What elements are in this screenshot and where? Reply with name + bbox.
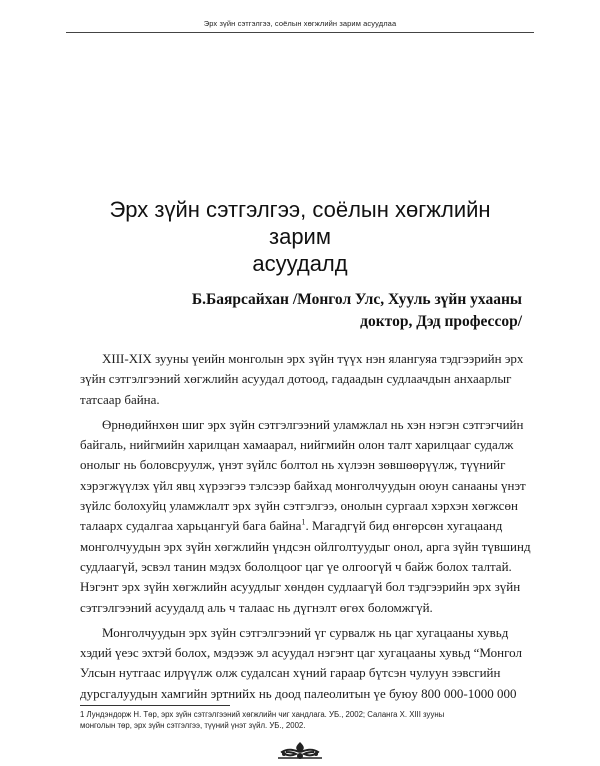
paragraph-2 xyxy=(80,415,531,618)
text-segment: . Магадгүй бид өнгөрсөн хугацаанд xyxy=(305,518,503,534)
paragraph-3 xyxy=(80,623,524,704)
footnote-line-1: 1 Лундэндорж Н. Төр, эрх зүйн сэтгэлгээний хөгжлийн чиг хандлага. УБ., 2002; Саланга Х. XIII зууны xyxy=(80,710,445,719)
title-line-2: асуудалд xyxy=(252,251,348,276)
text-line: XIII-XIX зууны үеийн монголын эрх зүйн түүх нэн ялангуяа тэдгээрийн эрх xyxy=(102,351,524,366)
footnote-line-2: монголын төр, эрх зүйн сэтгэлгээ, түүний үнэт зүйл. УБ., 2002. xyxy=(80,721,306,730)
text-line: Өрнөдийнхөн шиг эрх зүйн сэтгэлгээний уламжлал нь хэн нэгэн сэтгэгчийн xyxy=(102,416,524,432)
footnote-rule xyxy=(80,705,230,706)
page-title xyxy=(100,196,500,277)
text-line-with-footnote xyxy=(80,516,524,536)
text-line: байгаль, нийгмийн харилцан хамаарал, нийгмийн олон талт харилцааг судалж xyxy=(80,437,514,453)
text-line: судлаагүй, эсвэл танин мэдэх бололцоог цаг үе олгоогүй ч байж болох талтай. xyxy=(80,558,512,574)
text-line: дурсгалуудын хамгийн эртнийх нь доод палеолитын үе буюу 800 000-1000 000 xyxy=(80,685,517,701)
footnote-reference[interactable]: 1 xyxy=(301,518,306,528)
body-text xyxy=(80,349,531,709)
text-line: зүйлс болохуйц уламжлалт эрх зүйн сэтгэлгээ, онолын сургаал хэрхэн хөгжсөн xyxy=(80,498,518,514)
text-line: хэдий үеэс эхтэй болох, мэдээж эл асуудал нэгэнт цаг хугацааны хувьд “Монгол xyxy=(80,645,522,661)
running-header: Эрх зүйн сэтгэлгээ, соёлын хөгжлийн зарим асуудлаа xyxy=(203,19,397,28)
author-line-2: доктор, Дэд профессор/ xyxy=(360,313,522,330)
decorative-ornament-icon xyxy=(276,740,324,762)
text-line: сэтгэлгээний асуудалд аль ч талаас нь дүгнэлт өгөх боломжгүй. xyxy=(80,599,433,615)
title-line-1: Эрх зүйн сэтгэлгээ, соёлын хөгжлийн зарим xyxy=(109,197,491,249)
footnote xyxy=(80,709,528,731)
header-rule xyxy=(66,32,534,33)
paragraph-1 xyxy=(80,349,524,410)
author-line-1: Б.Баярсайхан /Монгол Улс, Хууль зүйн ухааны xyxy=(191,291,522,308)
text-line: хэрэгжүүлэх үйл явц хүрээгээ тэлсээр байхад монголчуудын оюун санааны үнэт xyxy=(80,477,526,493)
text-line: Монголчуудын эрх зүйн сэтгэлгээний үг сурвалж нь цаг хугацааны хувьд xyxy=(102,624,509,640)
text-line: зүйн сэтгэлгээний хөгжлийн асуудал дотоод, гадаадын судлаачдын анхаарлыг xyxy=(80,371,512,387)
text-line: онолыг нь боловсруулж, үнэт зүйлс болтол нь хүлээн зөвшөөрүүлж, түүнийг xyxy=(80,457,506,473)
text-line: Нэгэнт эрх зүйн хөгжлийн асуудлыг хөндөн судлаагүй бол тэдгээрийн эрх зүйн xyxy=(80,579,521,595)
text-line: Улсын нутгаас илрүүлж олж судалсан хүний гараар бүтсэн чулуун зэвсгийн xyxy=(80,665,501,681)
text-line: татсаар байна. xyxy=(80,391,160,407)
text-line: монголчуудын эрх зүйн хөгжлийн үндсэн ойлголтуудыг онол, арга зүйн түвшинд xyxy=(80,538,531,554)
author-block xyxy=(192,289,522,333)
text-segment: талаарх судалгаа харьцангуй бага байна xyxy=(80,518,302,534)
